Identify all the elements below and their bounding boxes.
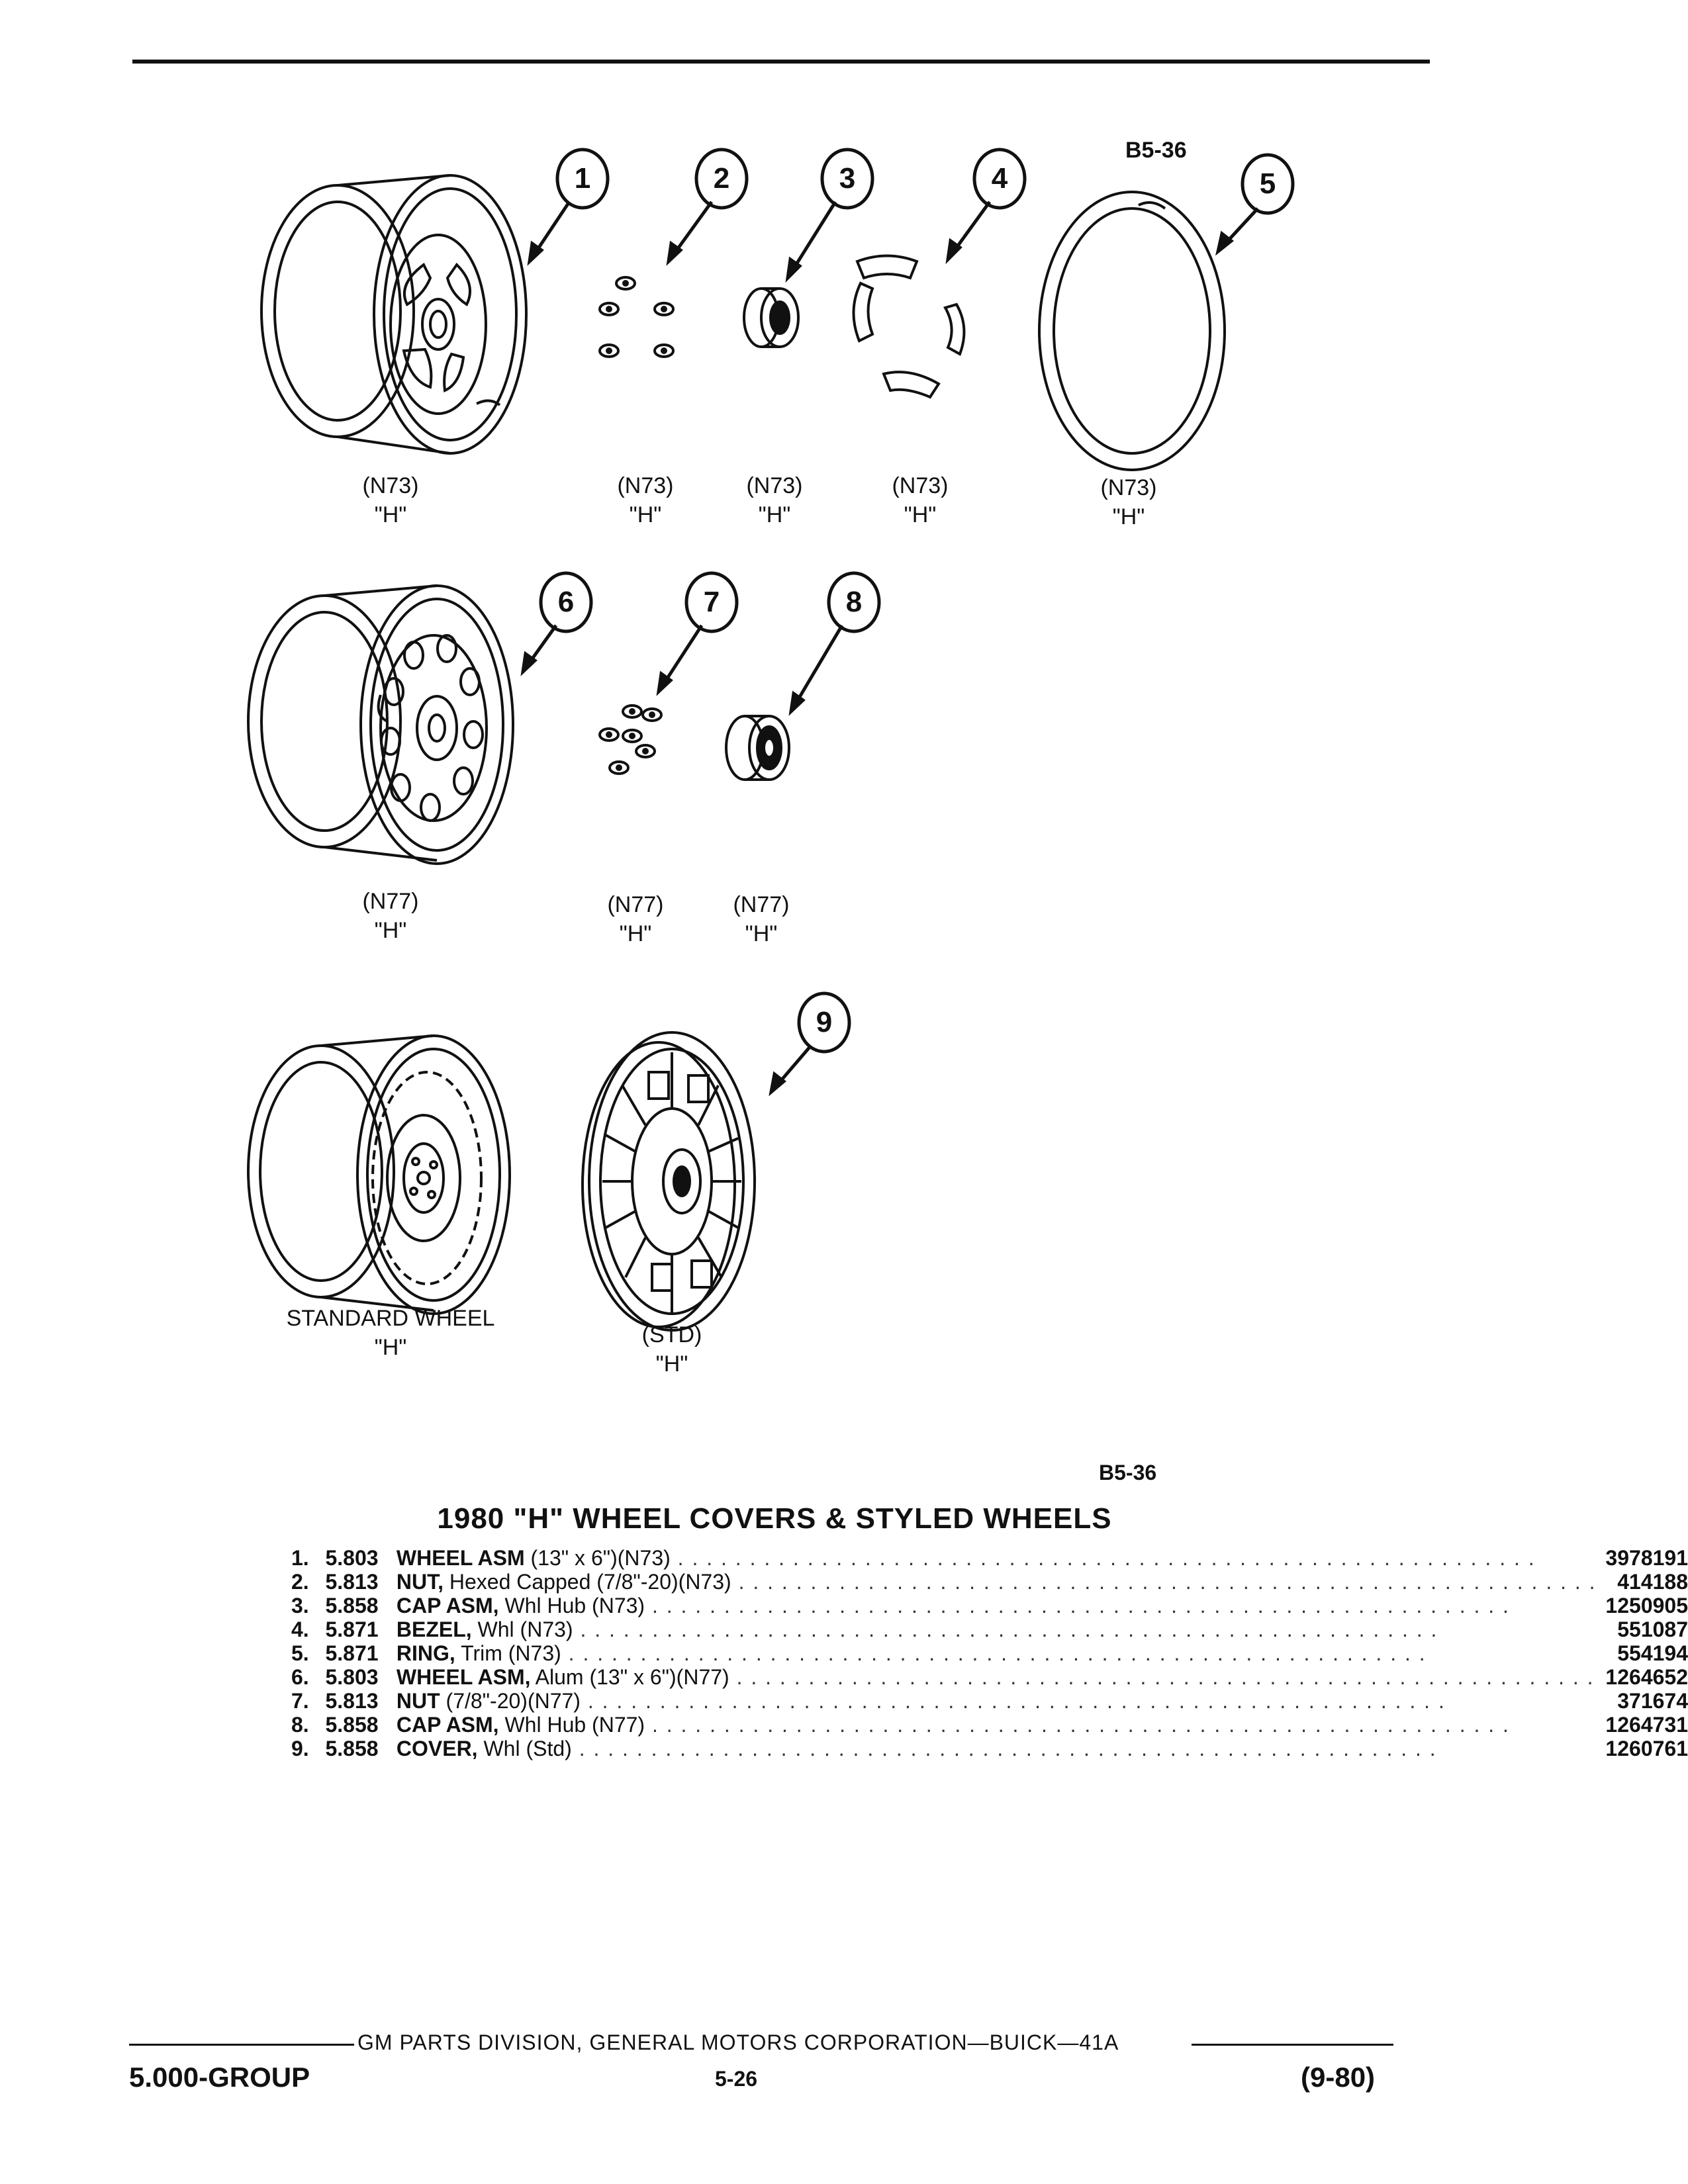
group-number: 5.803 — [325, 1665, 379, 1689]
caption-item-4 — [841, 471, 1000, 529]
callout-4: 4 — [991, 162, 1008, 195]
callout-7: 7 — [703, 586, 720, 618]
part-description — [397, 1594, 1597, 1617]
part-detail: Whl (Std) — [477, 1737, 572, 1760]
part-number: 414188 — [1617, 1570, 1688, 1594]
caption-model: "H" — [619, 921, 652, 946]
caption-model: "H" — [374, 1335, 407, 1360]
caption-code: STANDARD WHEEL — [286, 1306, 495, 1331]
caption-model: "H" — [1112, 504, 1145, 529]
part-name: CAP ASM, — [396, 1713, 499, 1737]
item-number: 7. — [291, 1689, 309, 1713]
standard-wheel-drawing — [248, 1036, 510, 1314]
bezel-n73-drawing — [853, 256, 964, 398]
aluminum-wheel-n77-drawing — [248, 586, 513, 864]
caption-code: (N77) — [362, 889, 419, 914]
caption-code: (N73) — [362, 473, 419, 498]
caption-standard-wheel — [252, 1304, 530, 1362]
item-number: 2. — [291, 1570, 309, 1594]
parts-row — [291, 1570, 1688, 1594]
parts-row — [291, 1665, 1688, 1689]
group-number: 5.813 — [325, 1570, 379, 1594]
part-detail: Alum (13" x 6")(N77) — [530, 1665, 729, 1689]
item-number: 9. — [291, 1737, 309, 1760]
part-detail: Hexed Capped (7/8"-20)(N73) — [443, 1570, 731, 1594]
part-number: 371674 — [1617, 1689, 1688, 1713]
part-name: WHEEL ASM — [396, 1546, 525, 1570]
part-description — [397, 1713, 1597, 1737]
footer-page-number: 5-26 — [715, 2067, 758, 2091]
part-detail: Whl (N73) — [471, 1617, 573, 1641]
callout-1: 1 — [574, 162, 591, 195]
part-description — [397, 1641, 1597, 1665]
callout-2: 2 — [713, 162, 730, 195]
part-detail: (13" x 6")(N73) — [524, 1546, 671, 1570]
item-number: 6. — [291, 1665, 309, 1689]
caption-model: "H" — [374, 918, 407, 943]
parts-row — [291, 1713, 1688, 1737]
parts-row — [291, 1737, 1688, 1760]
caption-item-3 — [695, 471, 854, 529]
item-number: 1. — [291, 1546, 309, 1570]
item-number: 8. — [291, 1713, 309, 1737]
part-detail: Whl Hub (N73) — [498, 1594, 645, 1617]
leader-dots: . . . . . . . . . . . . . . . . . . . . . . . . . . . . . . . . . . . . . . . . . . . . . . . . . . . . . . . . . . . . — [645, 1713, 1510, 1737]
leader-dots: . . . . . . . . . . . . . . . . . . . . . . . . . . . . . . . . . . . . . . . . . . . . . . . . . . . . . . . . . . . . — [573, 1617, 1438, 1641]
diagram-code-bottom: B5-36 — [1099, 1461, 1157, 1484]
callout-5: 5 — [1259, 167, 1276, 200]
hub-cap-n73-drawing — [744, 289, 798, 347]
leader-dots: . . . . . . . . . . . . . . . . . . . . . . . . . . . . . . . . . . . . . . . . . . . . . . . . . . . . . . . . . . . . — [561, 1641, 1427, 1665]
caption-code: (N73) — [746, 473, 803, 498]
part-number: 554194 — [1617, 1641, 1688, 1665]
part-description — [397, 1617, 1597, 1641]
parts-row — [291, 1617, 1688, 1641]
part-name: RING, — [396, 1641, 455, 1665]
leader-dots: . . . . . . . . . . . . . . . . . . . . . . . . . . . . . . . . . . . . . . . . . . . . . . . . . . . . . . . . . . . . — [670, 1546, 1536, 1570]
part-description — [397, 1546, 1597, 1570]
callout-graphics — [523, 150, 1293, 1092]
part-description — [397, 1737, 1597, 1760]
caption-model: "H" — [904, 502, 937, 527]
diagram-code-top: B5-36 — [1125, 138, 1187, 163]
part-number: 1264652 — [1605, 1665, 1688, 1689]
part-name: COVER, — [396, 1737, 478, 1760]
group-number: 5.871 — [325, 1617, 379, 1641]
part-number: 551087 — [1617, 1617, 1688, 1641]
part-name: BEZEL, — [396, 1617, 472, 1641]
part-detail: Trim (N73) — [455, 1641, 561, 1665]
leader-dots: . . . . . . . . . . . . . . . . . . . . . . . . . . . . . . . . . . . . . . . . . . . . . . . . . . . . . . . . . . . . — [729, 1665, 1595, 1689]
group-number: 5.813 — [325, 1689, 379, 1713]
part-number: 3978191 — [1605, 1546, 1688, 1570]
caption-item-5 — [1049, 473, 1208, 531]
parts-row — [291, 1641, 1688, 1665]
leader-dots: . . . . . . . . . . . . . . . . . . . . . . . . . . . . . . . . . . . . . . . . . . . . . . . . . . . . . . . . . . . . — [731, 1570, 1597, 1594]
caption-model: "H" — [745, 921, 778, 946]
section-title: 1980 "H" WHEEL COVERS & STYLED WHEELS — [437, 1502, 1112, 1535]
part-description — [397, 1689, 1597, 1713]
caption-code: (N73) — [617, 473, 674, 498]
parts-row — [291, 1594, 1688, 1617]
callout-3: 3 — [839, 162, 856, 195]
group-number: 5.858 — [325, 1713, 379, 1737]
hex-nuts-n73-drawing — [600, 277, 673, 357]
caption-item-9 — [592, 1320, 751, 1379]
part-description — [397, 1665, 1597, 1689]
callout-6: 6 — [557, 586, 575, 618]
caption-model: "H" — [629, 502, 662, 527]
hub-cap-n77-drawing — [726, 716, 789, 780]
part-number: 1264731 — [1605, 1713, 1688, 1737]
wheel-asm-n73-drawing — [261, 175, 526, 453]
caption-item-8 — [682, 890, 841, 948]
footer-group: 5.000-GROUP — [129, 2062, 310, 2093]
leader-dots: . . . . . . . . . . . . . . . . . . . . . . . . . . . . . . . . . . . . . . . . . . . . . . . . . . . . . . . . . . . . — [571, 1737, 1437, 1760]
caption-model: "H" — [758, 502, 791, 527]
nuts-n77-drawing — [600, 705, 661, 774]
caption-code: (N77) — [607, 892, 664, 917]
part-name: CAP ASM, — [396, 1594, 499, 1617]
part-name: NUT, — [396, 1570, 444, 1594]
part-number: 1250905 — [1605, 1594, 1688, 1617]
footer-center-text: GM PARTS DIVISION, GENERAL MOTORS CORPORATION—BUICK—41A — [357, 2030, 1119, 2054]
group-number: 5.871 — [325, 1641, 379, 1665]
group-number: 5.858 — [325, 1594, 379, 1617]
part-name: WHEEL ASM, — [396, 1665, 531, 1689]
caption-model: "H" — [374, 502, 407, 527]
callout-9: 9 — [816, 1006, 833, 1038]
leader-dots: . . . . . . . . . . . . . . . . . . . . . . . . . . . . . . . . . . . . . . . . . . . . . . . . . . . . . . . . . . . . — [645, 1594, 1510, 1617]
group-number: 5.858 — [325, 1737, 379, 1760]
footer-rule-left — [129, 2044, 354, 2046]
part-number: 1260761 — [1605, 1737, 1688, 1760]
caption-code: (N73) — [892, 473, 949, 498]
parts-row — [291, 1689, 1688, 1713]
caption-model: "H" — [655, 1351, 688, 1377]
parts-list — [291, 1546, 1688, 1760]
caption-item-1 — [311, 471, 470, 529]
callout-8: 8 — [845, 586, 863, 618]
footer-rule-right — [1192, 2044, 1393, 2046]
part-detail: Whl Hub (N77) — [498, 1713, 645, 1737]
item-number: 3. — [291, 1594, 309, 1617]
caption-code: (N77) — [733, 892, 790, 917]
caption-code: (STD) — [641, 1322, 702, 1347]
parts-row — [291, 1546, 1688, 1570]
group-number: 5.803 — [325, 1546, 379, 1570]
item-number: 4. — [291, 1617, 309, 1641]
part-description — [397, 1570, 1597, 1594]
part-name: NUT — [396, 1689, 440, 1713]
footer-date: (9-80) — [1301, 2062, 1376, 2093]
wheel-cover-std-drawing — [583, 1032, 755, 1330]
caption-item-6 — [311, 887, 470, 945]
part-detail: (7/8"-20)(N77) — [440, 1689, 581, 1713]
trim-ring-n73-drawing — [1039, 192, 1225, 470]
item-number: 5. — [291, 1641, 309, 1665]
caption-code: (N73) — [1100, 475, 1157, 500]
leader-dots: . . . . . . . . . . . . . . . . . . . . . . . . . . . . . . . . . . . . . . . . . . . . . . . . . . . . . . . . . . . . — [580, 1689, 1446, 1713]
